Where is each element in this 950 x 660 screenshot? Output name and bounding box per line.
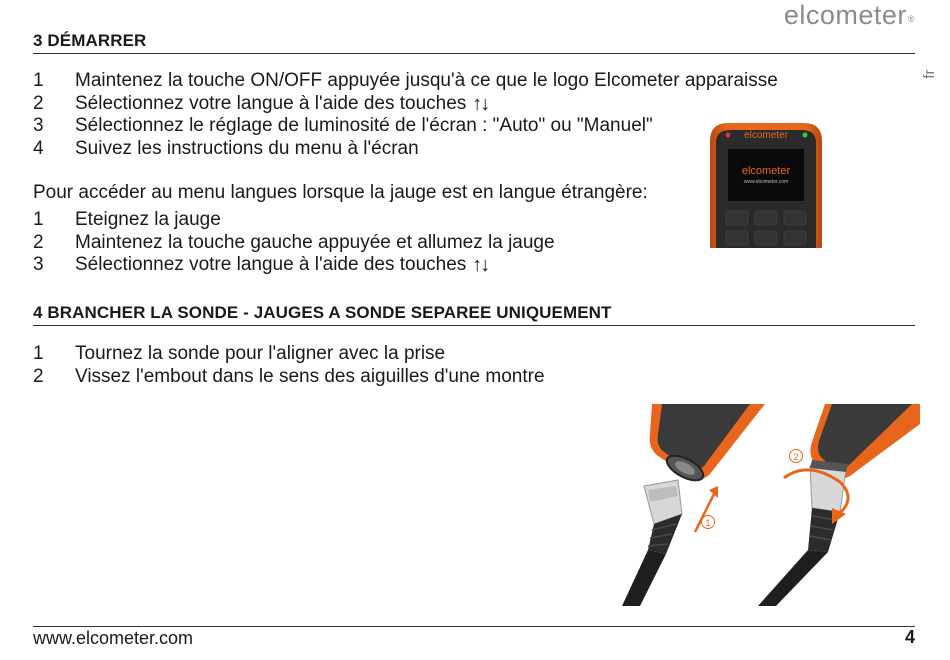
device-screen-logo: elcometer [741,165,791,177]
section-3-rule [33,53,915,54]
language-tab: fr [921,69,938,79]
callout-1: 1 [705,518,711,528]
probe-steps [33,343,545,388]
probe-connection-illustration [600,404,920,606]
device-top-logo: elcometer [744,130,788,141]
list-item: 4 Suivez les instructions du menu à l'écran [33,137,419,159]
list-item: 1 Tournez la sonde pour l'aligner avec la prise [33,343,446,364]
up-down-arrows-icon: ↑↓ [472,92,489,115]
list-item: 1 Maintenez la touche ON/OFF appuyée jusqu'à ce que le logo Elcometer apparaisse [33,70,778,91]
gauge-handle-left [650,404,765,485]
list-item: 2 Sélectionnez votre langue à l'aide des touches ↑↓ [33,92,489,115]
foreign-language-steps [33,209,555,277]
callout-2: 2 [793,452,799,462]
page-number: 4 [904,627,915,647]
list-item: 2 Maintenez la touche gauche appuyée et allumez la jauge [33,231,555,253]
elcometer-logo: elcometer® [783,0,915,30]
footer-rule [33,626,915,627]
list-item: 3 Sélectionnez le réglage de luminosité de l'écran : "Auto" ou "Manuel" [33,115,653,136]
probe-right [758,460,848,606]
section-4-title: 4 BRANCHER LA SONDE - JAUGES A SONDE SEPAREE UNIQUEMENT [33,303,612,322]
list-item: 1 Eteignez la jauge [33,209,221,230]
startup-steps [33,70,778,160]
device-screen-url: www.elcometer.com [743,179,789,185]
foreign-language-intro: Pour accéder au menu langues lorsque la jauge est en langue étrangère: [33,182,648,203]
list-item: 2 Vissez l'embout dans le sens des aiguilles d'une montre [33,365,545,387]
gauge-device-illustration [706,121,826,248]
list-item: 3 Sélectionnez votre langue à l'aide des touches ↑↓ [33,254,489,276]
footer-url: www.elcometer.com [33,628,194,648]
section-4-rule [33,325,915,326]
up-down-arrows-icon: ↑↓ [472,254,489,276]
section-3-title: 3 DÉMARRER [33,31,147,50]
probe-left [622,480,682,606]
